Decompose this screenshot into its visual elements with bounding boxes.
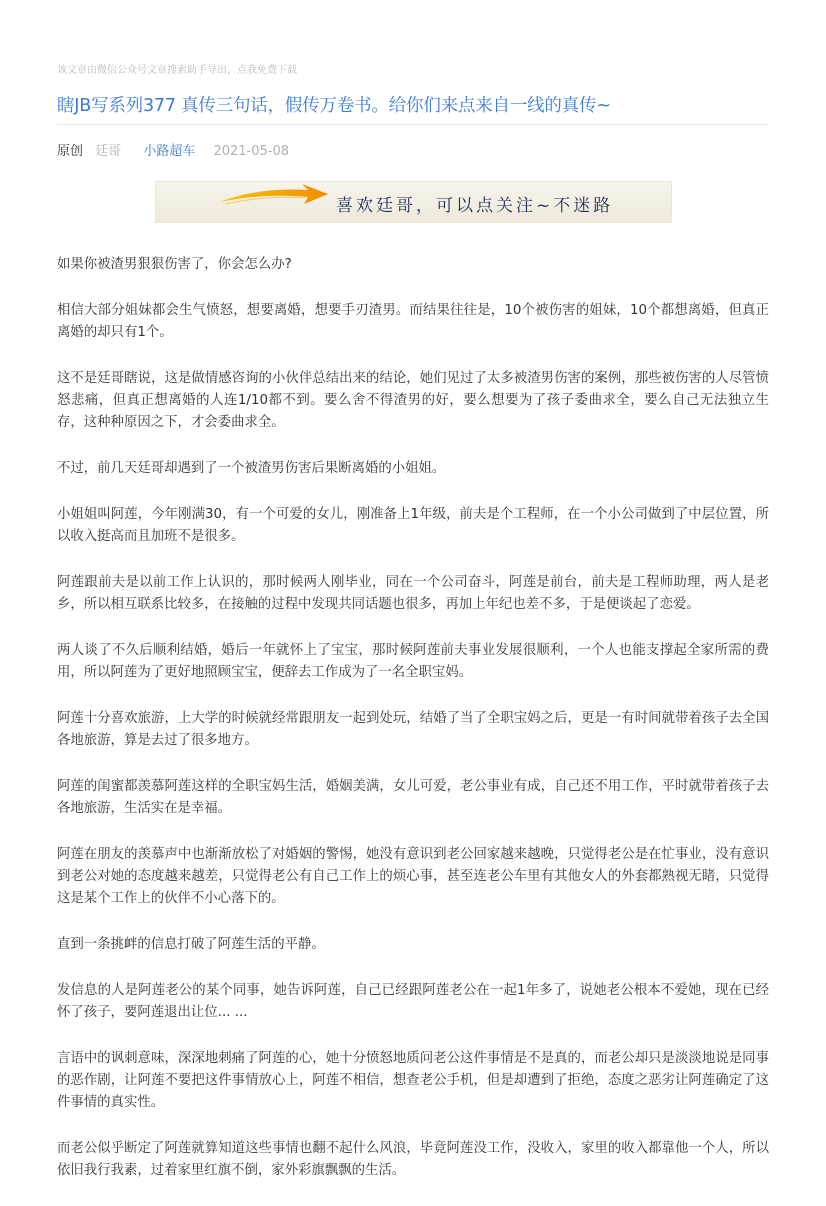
article-paragraph: 如果你被渣男狠狠伤害了，你会怎么办? bbox=[57, 257, 292, 272]
article-paragraph: 阿莲在朋友的羡慕声中也渐渐放松了对婚姻的警惕，她没有意识到老公回家越来越晚，只觉得老公是在忙事业，没有意识到老公对她的态度越来越差，只觉得老公有自己工作上的烦心事，甚至连老公车里有其他女人的外套都熟视无睹，只觉得这是某个工作上的伙伴不小心落下的。 bbox=[57, 847, 769, 906]
article-paragraph: 言语中的讽刺意味，深深地刺痛了阿莲的心，她十分愤怒地质问老公这件事情是不是真的，而老公却只是淡淡地说是同事的恶作剧，让阿莲不要把这件事情放心上，阿莲不相信，想查老公手机，但是却遭到了拒绝，态度之恶劣让阿莲确定了这件事情的真实性。 bbox=[57, 1051, 769, 1110]
publish-date: 2021-05-08 bbox=[213, 144, 290, 159]
export-source-note[interactable]: 该文章由微信公众号文章搜索助手导出，点我免费下载 bbox=[57, 65, 297, 76]
article-paragraph: 这不是廷哥瞎说，这是做情感咨询的小伙伴总结出来的结论，她们见过了太多被渣男伤害的案例，那些被伤害的人尽管愤怒悲痛，但真正想离婚的人连1/10都不到。要么舍不得渣男的好，要么想要为了孩子委曲求全，要么自己无法独立生存，这种种原因之下，才会委曲求全。 bbox=[57, 371, 769, 430]
follow-banner bbox=[155, 181, 672, 223]
original-tag: 原创 bbox=[57, 144, 84, 159]
article-paragraph: 发信息的人是阿莲老公的某个同事，她告诉阿莲，自己已经跟阿莲老公在一起1年多了，说她老公根本不爱她，现在已经怀了孩子，要阿莲退出让位... ... bbox=[57, 983, 769, 1020]
article-paragraph: 小姐姐叫阿莲，今年刚满30，有一个可爱的女儿，刚准备上1年级，前夫是个工程师，在一个小公司做到了中层位置，所以收入挺高而且加班不是很多。 bbox=[57, 507, 769, 544]
article-paragraph: 阿莲跟前夫是以前工作上认识的，那时候两人刚毕业，同在一个公司奋斗，阿莲是前台，前夫是工程师助理，两人是老乡，所以相互联系比较多，在接触的过程中发现共同话题也很多，再加上年纪也差不多，于是便谈起了恋爱。 bbox=[57, 575, 769, 612]
article-meta bbox=[57, 140, 289, 159]
article-paragraph: 而老公似乎断定了阿莲就算知道这些事情也翻不起什么风浪，毕竟阿莲没工作，没收入，家里的收入都靠他一个人，所以依旧我行我素，过着家里红旗不倒，家外彩旗飘飘的生活。 bbox=[57, 1141, 769, 1178]
article-paragraph: 阿莲十分喜欢旅游，上大学的时候就经常跟朋友一起到处玩，结婚了当了全职宝妈之后，更是一有时间就带着孩子去全国各地旅游，算是去过了很多地方。 bbox=[57, 711, 769, 748]
article-paragraph: 直到一条挑衅的信息打破了阿莲生活的平静。 bbox=[57, 937, 325, 952]
article-title: 瞎JB写系列377 真传三句话，假传万卷书。给你们来点来自一线的真传~ bbox=[57, 96, 611, 116]
article-paragraph: 不过，前几天廷哥却遇到了一个被渣男伤害后果断离婚的小姐姐。 bbox=[57, 461, 446, 476]
article-paragraph: 两人谈了不久后顺利结婚，婚后一年就怀上了宝宝，那时候阿莲前夫事业发展很顺利，一个人也能支撑起全家所需的费用，所以阿莲为了更好地照顾宝宝，便辞去工作成为了一名全职宝妈。 bbox=[57, 643, 769, 680]
account-link[interactable]: 小路超车 bbox=[143, 144, 196, 159]
banner-text: 喜欢廷哥，可以点关注~不迷路 bbox=[336, 196, 614, 216]
swoosh-arrow-icon bbox=[216, 182, 336, 224]
article-body bbox=[57, 254, 769, 1206]
author-name: 廷哥 bbox=[95, 144, 122, 159]
title-divider bbox=[57, 124, 769, 125]
article-paragraph: 阿莲的闺蜜都羡慕阿莲这样的全职宝妈生活，婚姻美满，女儿可爱，老公事业有成，自己还不用工作，平时就带着孩子去各地旅游，生活实在是幸福。 bbox=[57, 779, 769, 816]
article-paragraph: 相信大部分姐妹都会生气愤怒，想要离婚，想要手刃渣男。而结果往往是，10个被伤害的姐妹，10个都想离婚，但真正离婚的却只有1个。 bbox=[57, 303, 769, 340]
